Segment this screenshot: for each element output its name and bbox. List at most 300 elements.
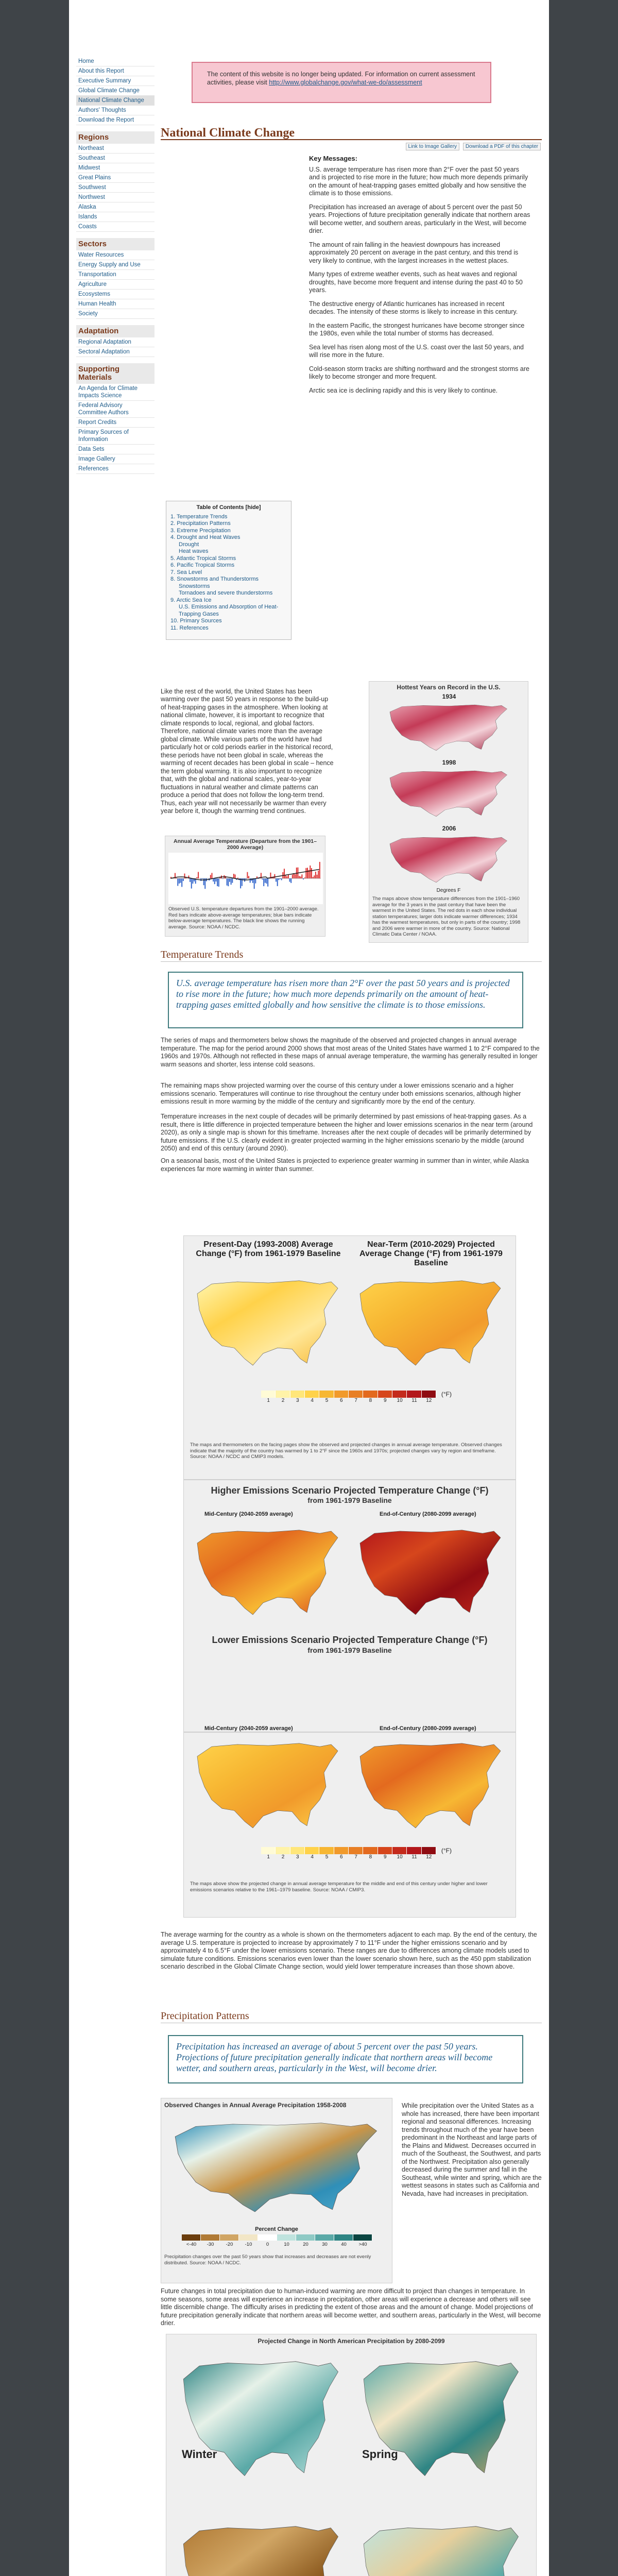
temperature-bar: [235, 874, 236, 878]
sidebar-item-authors-thoughts[interactable]: Authors' Thoughts: [76, 106, 154, 115]
sidebar-item-primary-sources-of-information[interactable]: Primary Sources of Information: [76, 428, 154, 445]
scale-swatch: [296, 2234, 315, 2241]
temperature-bar: [231, 878, 232, 885]
sidebar-item-islands[interactable]: Islands: [76, 212, 154, 222]
annual-temperature-chart: [168, 853, 323, 904]
scale-tick-label: >40: [358, 2242, 367, 2247]
temperature-bar: [319, 862, 320, 878]
sidebar-regions: [76, 144, 154, 232]
scale-swatch: [201, 2234, 220, 2241]
key-message: Cold-season storm tracks are shifting northward and the strongest storms are likely to become stronger and more frequent.: [309, 365, 529, 380]
scale-tick-label: 3: [296, 1398, 299, 1403]
temperature-bar: [317, 875, 318, 878]
sidebar-adaptation: [76, 337, 154, 357]
scale-swatch: [349, 1391, 363, 1398]
scale-swatch: [276, 1391, 290, 1398]
section-precipitation-patterns: Precipitation Patterns: [161, 2009, 542, 2023]
season-label: Winter: [182, 2448, 217, 2461]
scale-tick-label: -10: [245, 2242, 252, 2247]
scale-swatch: [363, 1847, 377, 1854]
temperature-bar: [310, 866, 311, 878]
temperature-bar: [218, 878, 219, 887]
temperature-bar: [266, 878, 267, 884]
temperature-bar: [198, 872, 199, 878]
sidebar-item-national-climate-change[interactable]: National Climate Change: [76, 96, 154, 106]
key-messages: [309, 155, 531, 400]
scale-tick-label: 30: [322, 2242, 328, 2247]
temperature-bar: [180, 878, 181, 883]
scale-tick-label: 12: [426, 1398, 432, 1403]
temperature-bar: [265, 878, 266, 883]
lower-emissions-title: Lower Emissions Scenario Projected Temperature Change (°F): [212, 1635, 488, 1645]
temperature-bar: [254, 878, 255, 889]
annual-temperature-figure: [165, 836, 325, 937]
toc-item-6-pacific-tropical-storms[interactable]: 6. Pacific Tropical Storms: [170, 562, 235, 568]
temperature-bar: [301, 874, 302, 878]
notice-link[interactable]: http://www.globalchange.gov/what-we-do/assessment: [269, 79, 422, 86]
scale-swatch: [407, 1847, 421, 1854]
near-term-title: Near-Term (2010-2029) Projected Average Change (°F) from 1961-1979 Baseline: [359, 1240, 503, 1267]
key-messages-list: [309, 166, 531, 395]
scale-tick-label: 9: [384, 1398, 387, 1403]
scale-swatch: [392, 1847, 407, 1854]
toc-item-1-temperature-trends[interactable]: 1. Temperature Trends: [170, 513, 228, 520]
hottest-years-figure: [369, 681, 528, 943]
us-map-shape: [390, 771, 507, 817]
observed-precip-scale-labels: [182, 2242, 372, 2247]
temperature-bar: [274, 874, 275, 878]
scale-swatch: [319, 1391, 334, 1398]
scale-swatch: [378, 1391, 392, 1398]
scale-swatch: [276, 1847, 290, 1854]
scale-swatch: [407, 1391, 421, 1398]
observed-precip-map: [166, 2114, 388, 2222]
scale-tick-label: 12: [426, 1854, 432, 1860]
lower-scale-labels: [261, 1854, 436, 1860]
scale-tick-label: 10: [397, 1398, 403, 1403]
higher-mid-label: Mid-Century (2040-2059 average): [204, 1511, 293, 1517]
sidebar-item-agriculture[interactable]: Agriculture: [76, 280, 154, 290]
hottest-scale-label: Degrees F: [436, 888, 461, 893]
hottest-year-label: 2006: [442, 825, 456, 832]
temperature-bar: [183, 878, 184, 881]
observed-precip-scale-label: Percent Change: [255, 2226, 298, 2232]
toc-item-3-extreme-precipitation[interactable]: 3. Extreme Precipitation: [170, 527, 231, 534]
sidebar-item-regional-adaptation[interactable]: Regional Adaptation: [76, 337, 154, 347]
scale-tick-label: 8: [369, 1398, 372, 1403]
temperature-bar: [281, 878, 282, 880]
temperature-bar: [286, 876, 287, 878]
temperature-bar: [191, 878, 192, 889]
hottest-year-map-svg: [385, 700, 513, 756]
temperature-bar: [227, 878, 228, 886]
higher-emissions-figure: [183, 1480, 516, 1732]
temperature-bar: [179, 878, 180, 884]
scale-swatch: [422, 1391, 436, 1398]
lower-end-label: End-of-Century (2080-2099 average): [380, 1725, 476, 1732]
scale-tick-label: -30: [207, 2242, 214, 2247]
scale-tick-label: -20: [226, 2242, 233, 2247]
temperature-bar: [262, 878, 263, 879]
scale-swatch: [305, 1847, 319, 1854]
seasonal-precip-figure: [166, 2334, 537, 2576]
us-map-shape: [175, 2123, 376, 2212]
scale-tick-label: 3: [296, 1854, 299, 1860]
hottest-year-map-svg: [385, 832, 513, 888]
key-messages-title: Key Messages:: [309, 155, 357, 162]
temperature-bar: [299, 876, 300, 878]
toc-item-tornadoes-and-severe-thunderstorms[interactable]: Tornadoes and severe thunderstorms: [179, 590, 273, 596]
scale-tick-label: 10: [284, 2242, 289, 2247]
scale-swatch: [422, 1847, 436, 1854]
sidebar-item-water-resources[interactable]: Water Resources: [76, 250, 154, 260]
temperature-bar: [232, 878, 233, 883]
sidebar-item-image-gallery[interactable]: Image Gallery: [76, 454, 154, 464]
temperature-bar: [278, 878, 279, 880]
hottest-year-map: [385, 759, 513, 824]
sidebar-regions-heading: Regions: [76, 131, 154, 144]
notice-text: The content of this website is no longer being updated. For information on current assessment activities, please visit: [207, 71, 475, 86]
key-message: The destructive energy of Atlantic hurricanes has increased in recent decades. The intensity of these storms is likely to increase in this century.: [309, 300, 518, 315]
precip-side-paragraph: While precipitation over the United States as a whole has increased, there have been important regional and seasonal differences. Increasing trends throughout much of the year have been predominant in the Northeast and large parts of the Plains and Midwest. Decreases occurred in much of the Southeast, the Southwest, and parts of the Northwest. Precipitation also generally decreased during the summer and fall in the Southeast, while winter and spring, which are the wettest seasons in states such as California and Nevada, have had increases in precipitation.: [402, 2102, 542, 2197]
key-message: Many types of extreme weather events, such as heat waves and regional droughts, have become more frequent and intense during the past 40 to 50 years.: [309, 270, 523, 294]
temperature-paragraph: On a seasonal basis, most of the United States is projected to experience greater warming in summer than in winter, while Alaska experiences far more warming in winter than summer.: [161, 1157, 529, 1173]
scale-tick-label: 0: [266, 2242, 269, 2247]
temp-scale-unit: (°F): [441, 1391, 452, 1398]
temperature-bar: [213, 878, 214, 882]
sidebar-item-southeast[interactable]: Southeast: [76, 154, 154, 163]
us-map-shape: [360, 1530, 501, 1615]
temperature-bar: [190, 878, 191, 882]
scale-tick-label: 5: [325, 1854, 329, 1860]
temperature-paragraph: Temperature increases in the next couple of decades will be primarily determined by past emissions of heat-trapping gases. As a result, there is little difference in projected temperature between the higher and lower emissions scenarios in the near term (around 2020), as only a single map is shown for this timeframe. Increases after the next couple of decades will be primarily determined by future emissions. If the U.S. clearly evident in greater projected warming in the higher emissions scenario by the middle (around 2050) and end of this century (around 2090).: [161, 1113, 533, 1152]
scale-swatch: [220, 2234, 239, 2241]
us-map-shape: [197, 1743, 338, 1828]
scale-swatch: [349, 1847, 363, 1854]
hottest-year-label: 1934: [442, 693, 456, 700]
sidebar-item-report-credits[interactable]: Report Credits: [76, 418, 154, 428]
scale-swatch: [378, 1847, 392, 1854]
scale-tick-label: <-40: [186, 2242, 197, 2247]
temperature-bar: [305, 868, 306, 878]
annual-temperature-title: Annual Average Temperature (Departure from the 1901–2000 Average): [174, 838, 317, 851]
scale-swatch: [315, 2234, 334, 2241]
toc-item-drought[interactable]: Drought: [179, 541, 199, 548]
scale-swatch: [239, 2234, 258, 2241]
scale-swatch: [319, 1847, 334, 1854]
temperature-bar: [196, 877, 197, 878]
sidebar-adaptation-heading: Adaptation: [76, 325, 154, 337]
present-scale: [261, 1391, 452, 1403]
key-message: In the eastern Pacific, the strongest hurricanes have become stronger since the 1980s, even while the total number of storms has decreased.: [309, 321, 525, 337]
table-of-contents: [166, 501, 291, 640]
temperature-bar: [267, 878, 268, 887]
key-message: Precipitation has increased an average of about 5 percent over the past 50 years. Projections of future precipitation generally indicate that northern areas will become wetter, and southern areas, particularly in the West, will become drier.: [309, 203, 530, 234]
key-message: U.S. average temperature has risen more than 2°F over the past 50 years and is projected to rise more in the future; how much more depends primarily on the amount of heat-trapping gases emitted globally and how sensitive the climate is to those emissions.: [309, 165, 528, 197]
temperature-bar: [277, 878, 278, 886]
sidebar-item-executive-summary[interactable]: Executive Summary: [76, 76, 154, 86]
toc-item-u-s-emissions-and-absorption-of-heat-trapping-gases[interactable]: U.S. Emissions and Absorption of Heat-Trapping Gases: [179, 604, 279, 617]
temp-scale-labels: [261, 1398, 436, 1403]
present-day-title: Present-Day (1993-2008) Average Change (°F) from 1961-1979 Baseline: [196, 1240, 341, 1258]
image-gallery-link[interactable]: Link to Image Gallery: [406, 143, 460, 150]
temp-scale-bar: [261, 1391, 436, 1398]
scale-tick-label: 7: [354, 1398, 357, 1403]
sidebar-sectors-heading: Sectors: [76, 238, 154, 250]
temperature-bar: [184, 874, 185, 878]
scale-swatch: [392, 1391, 407, 1398]
scale-tick-label: 1: [267, 1854, 270, 1860]
temperature-bar: [217, 878, 218, 886]
scale-tick-label: 6: [340, 1398, 343, 1403]
emissions-figure-caption: The maps above show the projected change in annual average temperature for the middle and end of this century under higher and lower emissions scenarios relative to the 1961–1979 baseline. Source: NOAA / CMIP3.: [190, 1881, 488, 1893]
temperature-bar: [177, 878, 178, 886]
lower-mid-map: [191, 1735, 346, 1838]
hottest-year-map: [385, 693, 513, 758]
scale-tick-label: 8: [369, 1854, 372, 1860]
scale-swatch: [290, 1391, 305, 1398]
toc-item-10-primary-sources[interactable]: 10. Primary Sources: [170, 618, 222, 624]
temperature-paragraph: The series of maps and thermometers below shows the magnitude of the observed and projected changes in annual average temperature. The map for the period around 2000 shows that most areas of the United States have warmed 1 to 2°F compared to the 1960s and 1970s. Although not reflected in these maps of annual average temperature, the warming has generally resulted in longer warm seasons and shorter, less intense cold seasons.: [161, 1037, 540, 1068]
temperature-bar: [255, 878, 256, 884]
temperature-bar: [212, 873, 213, 878]
scale-swatch: [334, 2234, 353, 2241]
temperature-bar: [276, 878, 277, 882]
lower-scale-unit: (°F): [441, 1847, 452, 1854]
scale-swatch: [258, 2234, 277, 2241]
scale-tick-label: 11: [411, 1398, 417, 1403]
sidebar-item-coasts[interactable]: Coasts: [76, 222, 154, 232]
temperature-bar: [288, 875, 289, 878]
sidebar-item-energy-supply-and-use[interactable]: Energy Supply and Use: [76, 260, 154, 270]
toc-item-9-arctic-sea-ice[interactable]: 9. Arctic Sea Ice: [170, 597, 212, 603]
scale-tick-label: 20: [303, 2242, 308, 2247]
sidebar: [76, 57, 154, 474]
lower-end-map: [354, 1735, 508, 1838]
season-map-svg: [177, 2350, 347, 2489]
temperature-bar: [292, 875, 293, 878]
hottest-years-title: Hottest Years on Record in the U.S.: [397, 684, 501, 691]
temperature-bar: [314, 875, 315, 878]
temperature-bar: [248, 876, 249, 878]
key-message: The amount of rain falling in the heaviest downpours has increased approximately 20 percent on average in the past century, and this trend is very likely to continue, with the largest increases in the wettest places.: [309, 241, 519, 264]
key-message: Arctic sea ice is declining rapidly and this is very likely to continue.: [309, 386, 498, 394]
sidebar-item-an-agenda-for-climate-impacts-science[interactable]: An Agenda for Climate Impacts Science: [76, 384, 154, 401]
temperature-bar: [307, 868, 308, 878]
sidebar-item-southwest[interactable]: Southwest: [76, 183, 154, 193]
scale-swatch: [305, 1391, 319, 1398]
intro-paragraph: Like the rest of the world, the United States has been warming over the past 50 years in response to the build-up of heat-trapping gases in the atmosphere. When looking at national climate, however, it is important to recognize that climate responds to local, regional, and global factors. Therefore, national climate varies more than the average global climate. While various parts of the world have had particularly hot or cold periods earlier in the historical record, these periods have not been global in scale, whereas the warming of recent decades has been global in scale – hence the term global warming. It is also important to recognize that, with the global and national scales, year-to-year fluctuations in natural weather and climate patterns can produce a period that does not follow the long-term trend. Thus, each year will not necessarily be warmer than every year before it, though the warming trend continues.: [161, 687, 334, 815]
scale-tick-label: 1: [267, 1398, 270, 1403]
hottest-years-caption: The maps above show temperature differences from the 1901–1960 average for the 3 years in the past century that have been the warmest in the United States. The red dots in each show individual station temperatures; larger dots indicate warmer differences; 1934 has the warmest temperatures, but only in parts of the country; 1998 and 2006 were warmer in more of the country. Source: National Climatic Data Center / NOAA.: [372, 896, 521, 937]
lower-emissions-figure: [183, 1725, 516, 1918]
season-map-winter: [177, 2350, 347, 2510]
scale-swatch: [290, 1847, 305, 1854]
present-figure-caption: The maps and thermometers on the facing pages show the observed and projected changes in annual average temperature. Observed changes indicate that the majority of the country has warmed by 1 to 2°F since the 1960s and 1970s; projected changes vary by region and timeframe. Source: NOAA / NCDC and CMIP3 models.: [190, 1442, 502, 1460]
scale-swatch: [261, 1847, 276, 1854]
temperature-paragraph-after: The average warming for the country as a whole is shown on the thermometers adjacent to each map. By the end of the century, the average U.S. temperature is projected to increase by approximately 7 to 11°F under the higher emissions scenario and by approximately 4 to 6.5°F under the lower emissions scenario. These ranges are due to differences among climate models used to simulate future conditions. Emissions scenarios even lower than the lower scenario shown here, such as the 450 ppm stabilization scenario described in the Global Climate Change section, would yield lower temperature increases than those shown above.: [161, 1931, 537, 1970]
us-map-shape: [364, 2527, 518, 2576]
scale-swatch: [261, 1391, 276, 1398]
sidebar-item-society[interactable]: Society: [76, 309, 154, 319]
page-title: National Climate Change: [161, 126, 542, 140]
sidebar-item-global-climate-change[interactable]: Global Climate Change: [76, 86, 154, 96]
scale-tick-label: 2: [281, 1398, 285, 1403]
chapter-tools: [404, 144, 541, 149]
scale-tick-label: 10: [397, 1854, 403, 1860]
scale-tick-label: 40: [341, 2242, 347, 2247]
sidebar-item-home[interactable]: Home: [76, 57, 154, 66]
temperature-bar: [233, 874, 234, 878]
lower-scale-bar: [261, 1847, 436, 1854]
toc-item-5-atlantic-tropical-storms[interactable]: 5. Atlantic Tropical Storms: [170, 555, 236, 562]
scale-swatch: [353, 2234, 372, 2241]
scale-swatch: [334, 1847, 349, 1854]
higher-end-label: End-of-Century (2080-2099 average): [380, 1511, 476, 1517]
lower-mid-label: Mid-Century (2040-2059 average): [204, 1725, 293, 1732]
sidebar-item-federal-advisory-committee-authors[interactable]: Federal Advisory Committee Authors: [76, 401, 154, 418]
pull-quote-precipitation: Precipitation has increased an average of about 5 percent over the past 50 years. Projections of future precipitation generally indicate that northern areas will become wetter, and southern areas, particularly in the West, will become drier.: [168, 2035, 523, 2083]
sidebar-item-sectoral-adaptation[interactable]: Sectoral Adaptation: [76, 347, 154, 357]
sidebar-item-download-the-report[interactable]: Download the Report: [76, 115, 154, 125]
present-day-map: [191, 1272, 346, 1375]
observed-precip-title: Observed Changes in Annual Average Precipitation 1958-2008: [164, 2102, 347, 2109]
sidebar-item-human-health[interactable]: Human Health: [76, 299, 154, 309]
observed-precip-figure: [161, 2098, 392, 2283]
us-map-shape: [183, 2527, 338, 2576]
higher-mid-map: [191, 1521, 346, 1624]
download-pdf-link[interactable]: Download a PDF of this chapter: [463, 143, 541, 150]
hottest-year-map: [385, 825, 513, 890]
us-map-shape: [360, 1281, 501, 1365]
season-map-svg: [357, 2350, 527, 2489]
us-map-shape: [360, 1743, 501, 1828]
temperature-bar: [285, 875, 286, 878]
scale-tick-label: 2: [281, 1854, 285, 1860]
lower-emissions-subtitle: from 1961-1979 Baseline: [307, 1646, 392, 1654]
toc-item-snowstorms[interactable]: Snowstorms: [179, 583, 210, 589]
sidebar-item-northeast[interactable]: Northeast: [76, 144, 154, 154]
section-temperature-trends: Temperature Trends: [161, 948, 542, 962]
sidebar-sectors: [76, 250, 154, 319]
scale-swatch: [363, 1391, 377, 1398]
us-map-shape: [390, 705, 507, 751]
sidebar-item-about-this-report[interactable]: About this Report: [76, 66, 154, 76]
toc-item-8-snowstorms-and-thunderstorms[interactable]: 8. Snowstorms and Thunderstorms: [170, 576, 259, 582]
temperature-bar: [214, 878, 215, 884]
sidebar-item-alaska[interactable]: Alaska: [76, 202, 154, 212]
temperature-bar: [315, 872, 316, 878]
sidebar-item-great-plains[interactable]: Great Plains: [76, 173, 154, 183]
season-map-svg: [357, 2515, 527, 2576]
scale-tick-label: 11: [411, 1854, 417, 1860]
temperature-paragraph: The remaining maps show projected warming over the course of this century under a lower emissions scenario and a higher emissions scenario. Temperatures will continue to rise throughout the century under both emissions scenarios, although higher emissions result in more warming by the middle of the century and significantly more by the end of the century.: [161, 1082, 521, 1105]
annual-temperature-caption: Observed U.S. temperature departures from the 1901–2000 average. Red bars indicate above-average temperatures; blue bars indicate below-average temperatures. The black line shows the running average. Source: NOAA / NCDC.: [168, 906, 319, 930]
toc-title[interactable]: Table of Contents [hide]: [196, 504, 261, 511]
seasonal-precip-title: Projected Change in North American Precipitation by 2080-2099: [258, 2337, 445, 2345]
temperature-bar: [181, 878, 182, 887]
season-map-fall: [357, 2515, 527, 2576]
temperature-bar: [192, 878, 193, 884]
temperature-bar: [250, 878, 251, 883]
sidebar-item-transportation[interactable]: Transportation: [76, 270, 154, 280]
temperature-bar: [318, 871, 319, 878]
temperature-bar: [295, 874, 296, 878]
hottest-year-label: 1998: [442, 759, 456, 766]
archive-notice: [192, 62, 491, 103]
near-term-map: [354, 1272, 508, 1375]
temperature-bar: [210, 875, 211, 878]
scale-tick-label: 4: [311, 1398, 314, 1403]
temperature-bar: [311, 868, 312, 878]
temperature-bar: [300, 876, 301, 878]
season-map-svg: [177, 2515, 347, 2576]
observed-precip-caption: Precipitation changes over the past 50 years show that increases and decreases are not evenly distributed. Source: NOAA / NCDC.: [164, 2254, 371, 2266]
temperature-bar: [313, 877, 314, 878]
sidebar-item-northwest[interactable]: Northwest: [76, 193, 154, 202]
toc-list: [170, 514, 287, 632]
pull-quote-temperature: U.S. average temperature has risen more than 2°F over the past 50 years and is projected to rise more in the future; how much more depends primarily on the amount of heat-trapping gases emitted globally and how sensitive the climate is to those emissions.: [168, 972, 523, 1028]
us-map-shape: [197, 1530, 338, 1615]
scale-tick-label: 7: [354, 1854, 357, 1860]
toc-item-7-sea-level[interactable]: 7. Sea Level: [170, 569, 202, 575]
present-near-term-figure: [183, 1235, 516, 1480]
temperature-bar: [228, 878, 229, 886]
toc-item-4-drought-and-heat-waves[interactable]: 4. Drought and Heat Waves: [170, 534, 241, 540]
page: [69, 0, 549, 2576]
scale-tick-label: 4: [311, 1854, 314, 1860]
sidebar-item-references[interactable]: References: [76, 464, 154, 474]
temperature-bar: [290, 878, 291, 883]
toc-item-heat-waves[interactable]: Heat waves: [179, 548, 209, 554]
toc-item-11-references[interactable]: 11. References: [170, 624, 209, 631]
precip-side-paragraph-2: Future changes in total precipitation due to human-induced warming are more difficult to project than changes in temperature. In some seasons, some areas will experience an increase in precipitation, other areas will experience a decrease and others will see little discernible change. The difficulty arises in predicting the extent of those areas and the amount of change. Model projections of future precipitation generally indicate that northern areas will become wetter, and southern areas, particularly in the West, will become drier.: [161, 2287, 541, 2327]
scale-tick-label: 5: [325, 1398, 329, 1403]
scale-swatch: [277, 2234, 296, 2241]
scale-swatch: [334, 1391, 349, 1398]
season-map-spring: [357, 2350, 527, 2510]
season-map-summer: [177, 2515, 347, 2576]
temperature-bar: [284, 869, 285, 878]
temperature-bar: [289, 878, 290, 882]
sidebar-item-midwest[interactable]: Midwest: [76, 163, 154, 173]
temperature-bar: [263, 878, 264, 886]
sidebar-item-data-sets[interactable]: Data Sets: [76, 445, 154, 454]
sidebar-top-links: [76, 57, 154, 125]
hottest-year-map-svg: [385, 766, 513, 822]
higher-emissions-subtitle: from 1961-1979 Baseline: [307, 1496, 392, 1504]
temperature-bar: [247, 872, 248, 878]
temperature-bar: [215, 878, 216, 882]
scale-tick-label: 9: [384, 1854, 387, 1860]
higher-end-map: [354, 1521, 508, 1624]
scale-swatch: [182, 2234, 201, 2241]
lower-scale: [261, 1847, 452, 1860]
observed-precip-scale-bar: [182, 2234, 372, 2241]
us-map-shape: [390, 837, 507, 883]
temperature-bar: [203, 878, 204, 885]
scale-tick-label: 6: [340, 1854, 343, 1860]
season-label: Spring: [362, 2448, 398, 2461]
us-map-shape: [197, 1281, 338, 1365]
temperature-bar: [229, 878, 230, 882]
sidebar-supporting: [76, 384, 154, 474]
toc-item-2-precipitation-patterns[interactable]: 2. Precipitation Patterns: [170, 520, 231, 527]
key-message: Sea level has risen along most of the U.S. coast over the last 50 years, and will rise more in the future.: [309, 343, 524, 359]
sidebar-item-ecosystems[interactable]: Ecosystems: [76, 290, 154, 299]
higher-emissions-title: Higher Emissions Scenario Projected Temperature Change (°F): [211, 1485, 489, 1496]
sidebar-supporting-heading: Supporting Materials: [76, 363, 154, 384]
